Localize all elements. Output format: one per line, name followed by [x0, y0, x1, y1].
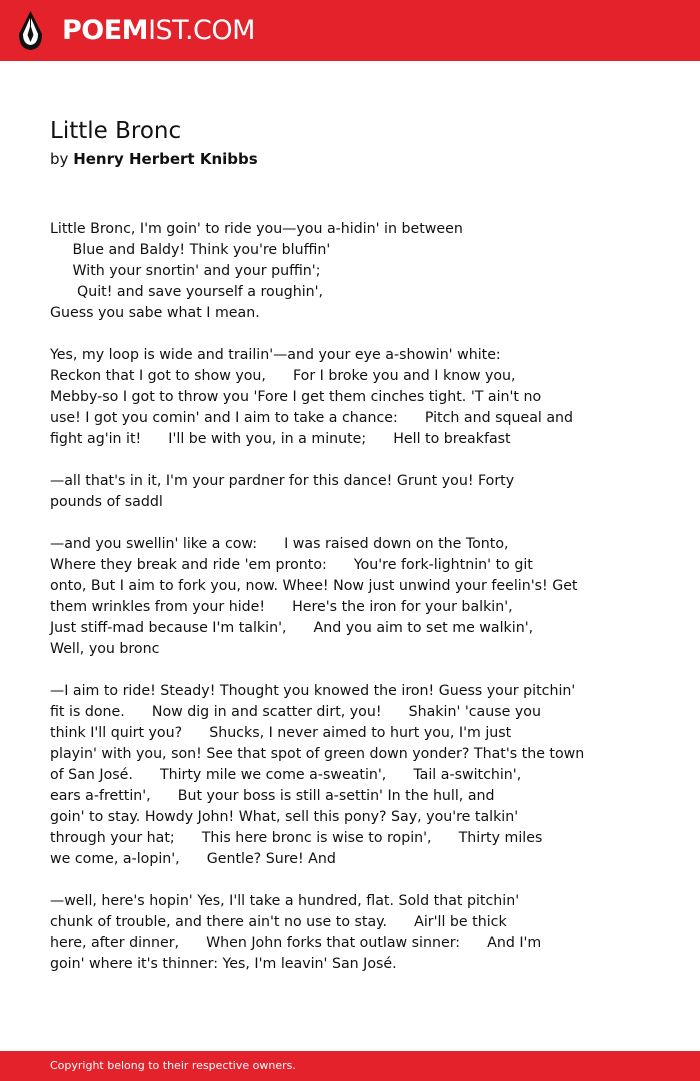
poem-stanza [50, 891, 670, 975]
poem-line: Where they break and ride 'em pronto: You're fork-lightnin' to git [50, 557, 533, 573]
poem-line: think I'll quirt you? Shucks, I never aimed to hurt you, I'm just [50, 725, 512, 741]
poem-stanza [50, 471, 670, 513]
site-logo-text[interactable] [62, 11, 255, 51]
logo-light-text: IST.COM [148, 15, 255, 46]
poem-line: Reckon that I got to show you, For I broke you and I know you, [50, 368, 516, 384]
poem-line: fit is done. Now dig in and scatter dirt, you! Shakin' 'cause you [50, 704, 541, 720]
poem-line: pounds of saddl [50, 494, 163, 510]
poem-line: goin' to stay. Howdy John! What, sell this pony? Say, you're talkin' [50, 809, 519, 825]
site-footer [0, 1051, 700, 1081]
poem-line: Mebby-so I got to throw you 'Fore I get them cinches tight. 'T ain't no [50, 389, 542, 405]
poem-line: —all that's in it, I'm your pardner for this dance! Grunt you! Forty [50, 473, 515, 489]
poem-line: we come, a-lopin', Gentle? Sure! And [50, 851, 336, 867]
poem-line: here, after dinner, When John forks that outlaw sinner: And I'm [50, 935, 542, 951]
poem-stanza [50, 219, 670, 324]
poem-stanza [50, 534, 670, 660]
poem-line: playin' with you, son! See that spot of green down yonder? That's the town [50, 746, 585, 762]
poem-line: fight ag'in it! I'll be with you, in a minute; Hell to breakfast [50, 431, 511, 447]
poem-line: onto, But I aim to fork you, now. Whee! Now just unwind your feelin's! Get [50, 578, 578, 594]
poem-line: Blue and Baldy! Think you're bluffin' [50, 242, 331, 258]
stanza-gap [50, 870, 670, 891]
poem-line: use! I got you comin' and I aim to take a chance: Pitch and squeal and [50, 410, 574, 426]
poem-line: ears a-frettin', But your boss is still a-settin' In the hull, and [50, 788, 495, 804]
pen-nib-icon[interactable] [18, 11, 43, 51]
poem-line: With your snortin' and your puffin'; [50, 263, 321, 279]
poem-line: Just stiff-mad because I'm talkin', And you aim to set me walkin', [50, 620, 534, 636]
stanza-gap [50, 324, 670, 345]
poem-line: Well, you bronc [50, 641, 160, 657]
poem-line: Quit! and save yourself a roughin', [50, 284, 324, 300]
stanza-gap [50, 450, 670, 471]
stanza-gap [50, 513, 670, 534]
poem-line: Guess you sabe what I mean. [50, 305, 260, 321]
poem-line: Little Bronc, I'm goin' to ride you—you a-hidin' in between [50, 221, 463, 237]
poem-byline [50, 148, 258, 170]
poem-line: goin' where it's thinner: Yes, I'm leavin' San José. [50, 956, 397, 972]
poem-line: chunk of trouble, and there ain't no use to stay. Air'll be thick [50, 914, 507, 930]
poem-line: —I aim to ride! Steady! Thought you knowed the iron! Guess your pitchin' [50, 683, 576, 699]
poem-line: of San José. Thirty mile we come a-sweatin', Tail a-switchin', [50, 767, 522, 783]
byline-prefix: by [50, 150, 69, 168]
poem-line: —well, here's hopin' Yes, I'll take a hundred, flat. Sold that pitchin' [50, 893, 520, 909]
poem-line: through your hat; This here bronc is wise to ropin', Thirty miles [50, 830, 543, 846]
stanza-gap [50, 660, 670, 681]
copyright-notice: Copyright belong to their respective owners. [50, 1059, 296, 1072]
poem-author: Henry Herbert Knibbs [73, 150, 258, 168]
poem-line: Yes, my loop is wide and trailin'—and your eye a-showin' white: [50, 347, 501, 363]
site-header [0, 0, 700, 61]
poem-title: Little Bronc [50, 118, 182, 144]
poem-stanza [50, 681, 670, 870]
poem-stanza [50, 345, 670, 450]
poem-line: —and you swellin' like a cow: I was raised down on the Tonto, [50, 536, 509, 552]
poem-body [50, 219, 670, 975]
logo-bold-text: POEM [62, 15, 149, 46]
poem-line: them wrinkles from your hide! Here's the iron for your balkin', [50, 599, 513, 615]
